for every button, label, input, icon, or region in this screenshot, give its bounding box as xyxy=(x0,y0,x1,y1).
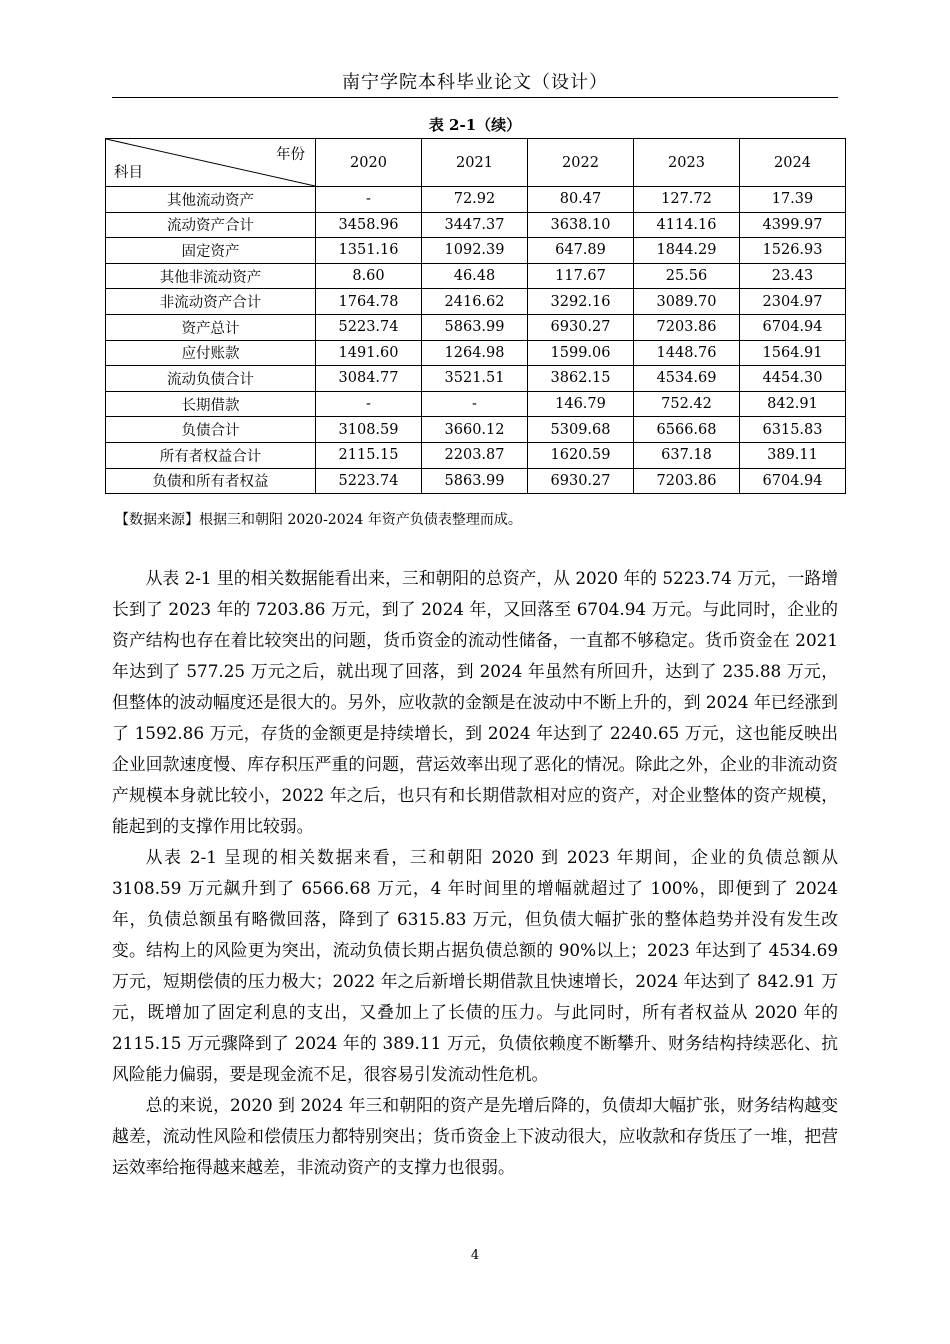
table-cell: 752.42 xyxy=(634,391,740,417)
row-label: 流动负债合计 xyxy=(106,366,316,392)
table-row xyxy=(106,391,846,417)
table-cell: 117.67 xyxy=(528,263,634,289)
header-rule xyxy=(112,97,838,98)
table-cell: 6930.27 xyxy=(528,468,634,494)
table-body xyxy=(106,187,846,494)
table-cell: 1448.76 xyxy=(634,340,740,366)
table-cell: 8.60 xyxy=(316,263,422,289)
table-row xyxy=(106,289,846,315)
table-cell: 146.79 xyxy=(528,391,634,417)
row-label: 长期借款 xyxy=(106,391,316,417)
table-cell: 2115.15 xyxy=(316,442,422,468)
table-cell: 3862.15 xyxy=(528,366,634,392)
table-cell: 1764.78 xyxy=(316,289,422,315)
table-cell: 6704.94 xyxy=(740,314,846,340)
table-cell: 3084.77 xyxy=(316,366,422,392)
row-label: 资产总计 xyxy=(106,314,316,340)
table-row xyxy=(106,263,846,289)
table-cell: 80.47 xyxy=(528,187,634,213)
body-paragraph: 总的来说，2020 到 2024 年三和朝阳的资产是先增后降的，负债却大幅扩张，财务结构越变越差，流动性风险和偿债压力都特别突出；货币资金上下波动很大，应收款和存货压了一堆，把营运效率给拖得越来越差，非流动资产的支撑力也很弱。 xyxy=(112,1095,838,1177)
table-row xyxy=(106,442,846,468)
table-cell: 46.48 xyxy=(422,263,528,289)
table-cell: 4454.30 xyxy=(740,366,846,392)
table-cell: 637.18 xyxy=(634,442,740,468)
table-row xyxy=(106,417,846,443)
table-cell: - xyxy=(422,391,528,417)
row-label: 负债合计 xyxy=(106,417,316,443)
table-cell: 6315.83 xyxy=(740,417,846,443)
page-number: 4 xyxy=(470,1248,480,1263)
table-cell: 72.92 xyxy=(422,187,528,213)
column-header-year: 2020 xyxy=(316,139,422,187)
table-cell: 2304.97 xyxy=(740,289,846,315)
row-label: 应付账款 xyxy=(106,340,316,366)
body-text xyxy=(112,563,838,1183)
balance-sheet-table xyxy=(105,138,846,494)
corner-label-year: 年份 xyxy=(276,147,305,163)
table-source-note: 【数据来源】根据三和朝阳 2020-2024 年资产负债表整理而成。 xyxy=(115,512,522,528)
corner-label-item: 科目 xyxy=(114,165,143,181)
column-header-year: 2024 xyxy=(740,139,846,187)
table-cell: 647.89 xyxy=(528,238,634,264)
column-header-year: 2022 xyxy=(528,139,634,187)
table-cell: 6930.27 xyxy=(528,314,634,340)
column-header-year: 2021 xyxy=(422,139,528,187)
table-row xyxy=(106,314,846,340)
table-cell: 389.11 xyxy=(740,442,846,468)
table-row xyxy=(106,238,846,264)
table-cell: 1526.93 xyxy=(740,238,846,264)
table-cell: 5223.74 xyxy=(316,468,422,494)
table-cell: 1564.91 xyxy=(740,340,846,366)
table-cell: 4114.16 xyxy=(634,212,740,238)
table-cell: 6704.94 xyxy=(740,468,846,494)
body-paragraph: 从表 2-1 里的相关数据能看出来，三和朝阳的总资产，从 2020 年的 5223.74 万元，一路增长到了 2023 年的 7203.86 万元，到了 2024 年，又回落至 6704.94 万元。与此同时，企业的资产结构也存在着比较突出的问题，货币资金的流动性储备，一直都不够稳定。货币资金在 2021 年达到了 577.25 万元之后，就出现了回落，到 2024 年虽然有所回升，达到了 235.88 万元，但整体的波动幅度还是很大的。另外，应收款的金额是在波动中不断上升的，到 2024 年已经涨到了 1592.86 万元，存货的金额更是持续增长，到 2024 年达到了 2240.65 万元，这也能反映出企业回款速度慢、库存积压严重的问题，营运效率出现了恶化的情况。除此之外，企业的非流动资产规模本身就比较小，2022 年之后，也只有和长期借款相对应的资产，对企业整体的资产规模，能起到的支撑作用比较弱。 xyxy=(112,568,838,836)
table-cell: 5863.99 xyxy=(422,468,528,494)
table-corner-cell xyxy=(106,139,316,187)
table-row xyxy=(106,212,846,238)
table-cell: 7203.86 xyxy=(634,314,740,340)
table-row xyxy=(106,366,846,392)
table-cell: 2416.62 xyxy=(422,289,528,315)
table-cell: - xyxy=(316,187,422,213)
table-cell: 1351.16 xyxy=(316,238,422,264)
table-cell: 25.56 xyxy=(634,263,740,289)
table-cell: 23.43 xyxy=(740,263,846,289)
table-cell: 3292.16 xyxy=(528,289,634,315)
table-cell: 1599.06 xyxy=(528,340,634,366)
table-cell: 4534.69 xyxy=(634,366,740,392)
table-row xyxy=(106,468,846,494)
table-cell: 3447.37 xyxy=(422,212,528,238)
row-label: 流动资产合计 xyxy=(106,212,316,238)
row-label: 其他流动资产 xyxy=(106,187,316,213)
table-cell: 5223.74 xyxy=(316,314,422,340)
table-cell: - xyxy=(316,391,422,417)
row-label: 所有者权益合计 xyxy=(106,442,316,468)
table-cell: 1491.60 xyxy=(316,340,422,366)
table-cell: 7203.86 xyxy=(634,468,740,494)
row-label: 固定资产 xyxy=(106,238,316,264)
table-cell: 1092.39 xyxy=(422,238,528,264)
table-cell: 3458.96 xyxy=(316,212,422,238)
table-cell: 1620.59 xyxy=(528,442,634,468)
table-cell: 3521.51 xyxy=(422,366,528,392)
table-row xyxy=(106,187,846,213)
row-label: 其他非流动资产 xyxy=(106,263,316,289)
table-cell: 3108.59 xyxy=(316,417,422,443)
table-row xyxy=(106,340,846,366)
row-label: 非流动资产合计 xyxy=(106,289,316,315)
table-cell: 3660.12 xyxy=(422,417,528,443)
table-cell: 3089.70 xyxy=(634,289,740,315)
table-cell: 5863.99 xyxy=(422,314,528,340)
table-cell: 1844.29 xyxy=(634,238,740,264)
table-cell: 1264.98 xyxy=(422,340,528,366)
table-cell: 6566.68 xyxy=(634,417,740,443)
table-cell: 4399.97 xyxy=(740,212,846,238)
table-cell: 127.72 xyxy=(634,187,740,213)
table-cell: 17.39 xyxy=(740,187,846,213)
table-cell: 842.91 xyxy=(740,391,846,417)
table-cell: 2203.87 xyxy=(422,442,528,468)
table-header-row xyxy=(106,139,846,187)
column-header-year: 2023 xyxy=(634,139,740,187)
body-paragraph: 从表 2-1 呈现的相关数据来看，三和朝阳 2020 到 2023 年期间，企业的负债总额从 3108.59 万元飙升到了 6566.68 万元，4 年时间里的增幅就超过了 100%，即便到了 2024 年，负债总额虽有略微回落，降到了 6315.83 万元，但负债大幅扩张的整体趋势并没有发生改变。结构上的风险更为突出，流动负债长期占据负债总额的 90%以上；2023 年达到了 4534.69 万元，短期偿债的压力极大；2022 年之后新增长期借款且快速增长，2024 年达到了 842.91 万元，既增加了固定利息的支出，又叠加上了长债的压力。与此同时，所有者权益从 2020 年的 2115.15 万元骤降到了 2024 年的 389.11 万元，负债依赖度不断攀升、财务结构持续恶化、抗风险能力偏弱，要是现金流不足，很容易引发流动性危机。 xyxy=(112,847,838,1084)
page-header-title: 南宁学院本科毕业论文（设计） xyxy=(342,72,608,93)
table-cell: 5309.68 xyxy=(528,417,634,443)
row-label: 负债和所有者权益 xyxy=(106,468,316,494)
table-cell: 3638.10 xyxy=(528,212,634,238)
table-caption: 表 2-1（续） xyxy=(428,116,522,134)
